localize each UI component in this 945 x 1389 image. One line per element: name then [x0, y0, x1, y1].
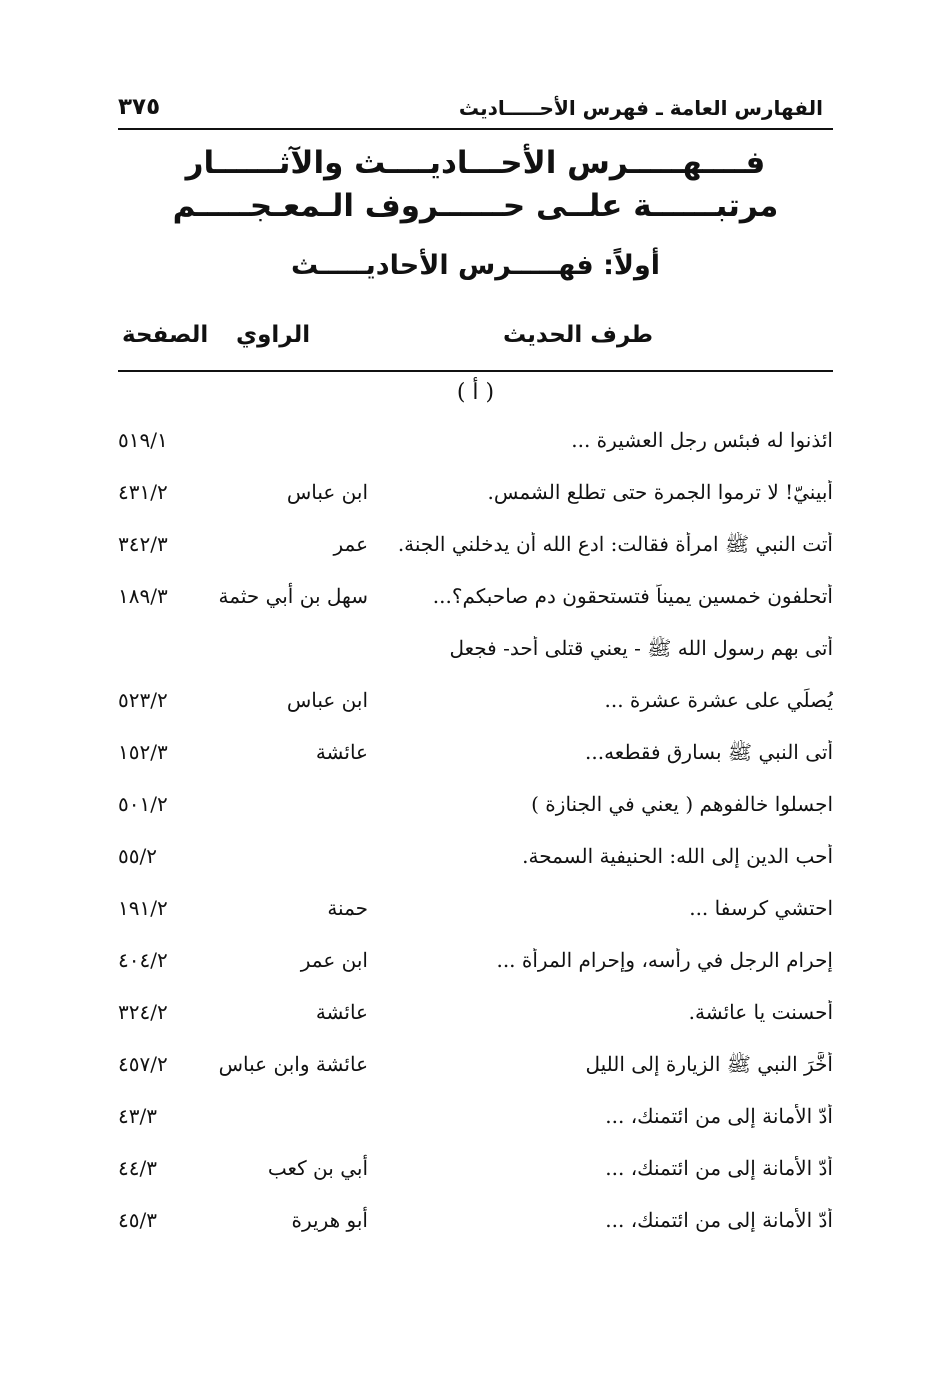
narrator-name: ابن عباس [286, 480, 368, 504]
hadith-text: أبينيّ! لا ترموا الجمرة حتى تطلع الشمس. [487, 480, 833, 504]
narrator-name: أبو هريرة [291, 1208, 368, 1232]
narrator-name: عائشة وابن عباس [218, 1052, 368, 1076]
column-header-narrator: الراوي [236, 322, 311, 348]
page-reference: ١٥٢/٣ [118, 740, 168, 764]
page-reference: ٤٥٧/٢ [118, 1052, 168, 1076]
narrator-name: عمر [333, 532, 368, 556]
table-row [118, 888, 833, 940]
column-header-hadith: طرف الحديث [502, 322, 653, 348]
table-row [118, 992, 833, 1044]
main-title-line-2: مرتبــــــة علــى حــــــروف الـمعـجـــــم [172, 188, 779, 224]
page-reference: ٥٢٣/٢ [118, 688, 168, 712]
page-reference: ٤٠٤/٢ [118, 948, 168, 972]
page-reference: ٣٢٤/٢ [118, 1000, 168, 1024]
hadith-text: أتت النبي ﷺ امرأة فقالت: ادع الله أن يدخلني الجنة. [397, 532, 833, 556]
table-row [118, 784, 833, 836]
narrator-name: سهل بن أبي حثمة [218, 584, 368, 608]
section-title: أولاً: فهـــــرس الأحاديـــــث [290, 250, 661, 281]
page-reference: ٥١٩/١ [118, 428, 168, 452]
hadith-text: أدّ الأمانة إلى من ائتمنك، ... [605, 1208, 833, 1232]
table-row [118, 1096, 833, 1148]
table-row [118, 940, 833, 992]
hadith-text: احتشي كرسفا ... [689, 896, 833, 920]
hadith-text: أتى بهم رسول الله ﷺ - يعني قتلى أحد- فجعل [449, 636, 833, 660]
hadith-text: أتى النبي ﷺ بسارق فقطعه... [585, 740, 833, 764]
narrator-name: ابن عمر [300, 948, 368, 972]
narrator-name: ابن عباس [286, 688, 368, 712]
letter-heading: ( أ ) [456, 380, 495, 405]
hadith-text: أدّ الأمانة إلى من ائتمنك، ... [605, 1156, 833, 1180]
table-row [118, 576, 833, 628]
hadith-text: أَخَّرَ النبي ﷺ الزيارة إلى الليل [585, 1052, 833, 1076]
page-reference: ٥٠١/٢ [118, 792, 168, 816]
hadith-text: أحب الدين إلى الله: الحنيفية السمحة. [522, 844, 833, 868]
hadith-text: أحسنت يا عائشة. [688, 1000, 833, 1024]
page-reference: ١٩١/٢ [118, 896, 168, 920]
table-row [118, 732, 833, 784]
running-title: الفهارس العامة ـ فهرس الأحـــــاديث [458, 96, 823, 120]
main-title-line-1: فــــهـــــرس الأحـــاديــــث والآثــــــار [185, 145, 766, 181]
table-row [118, 472, 833, 524]
page-reference: ٤٣١/٢ [118, 480, 168, 504]
page-reference: ١٨٩/٣ [118, 584, 168, 608]
hadith-text: اجسلوا خالفوهم ( يعني في الجنازة ) [531, 792, 833, 816]
running-header [118, 92, 833, 130]
page-reference: ٣٤٢/٣ [118, 532, 168, 556]
hadith-text: يُصلِّي على عشرة عشرة ... [604, 688, 833, 712]
column-header-page: الصفحة [122, 322, 209, 348]
column-headers [118, 318, 833, 372]
table-row [118, 628, 833, 680]
narrator-name: حمنة [327, 896, 368, 920]
table-row [118, 1148, 833, 1200]
hadith-text: أتحلفون خمسين يميناً فتستحقون دم صاحبكم؟... [432, 584, 833, 608]
page-reference: ٤٤/٣ [118, 1156, 157, 1180]
table-row [118, 836, 833, 888]
page-reference: ٤٣/٣ [118, 1104, 157, 1128]
page-reference: ٤٥/٣ [118, 1208, 157, 1232]
index-table [118, 420, 833, 1252]
narrator-name: أبي بن كعب [267, 1156, 368, 1180]
table-row [118, 1200, 833, 1252]
table-row [118, 420, 833, 472]
table-row [118, 680, 833, 732]
hadith-text: أدّ الأمانة إلى من ائتمنك، ... [605, 1104, 833, 1128]
page-number: ٣٧٥ [118, 94, 161, 120]
narrator-name: عائشة [315, 740, 368, 764]
hadith-text: ائذنوا له فبئس رجل العشيرة ... [571, 428, 833, 452]
table-row [118, 524, 833, 576]
page-reference: ٥٥/٢ [118, 844, 157, 868]
hadith-text: إحرام الرجل في رأسه، وإحرام المرأة ... [496, 948, 833, 972]
table-row [118, 1044, 833, 1096]
narrator-name: عائشة [315, 1000, 368, 1024]
